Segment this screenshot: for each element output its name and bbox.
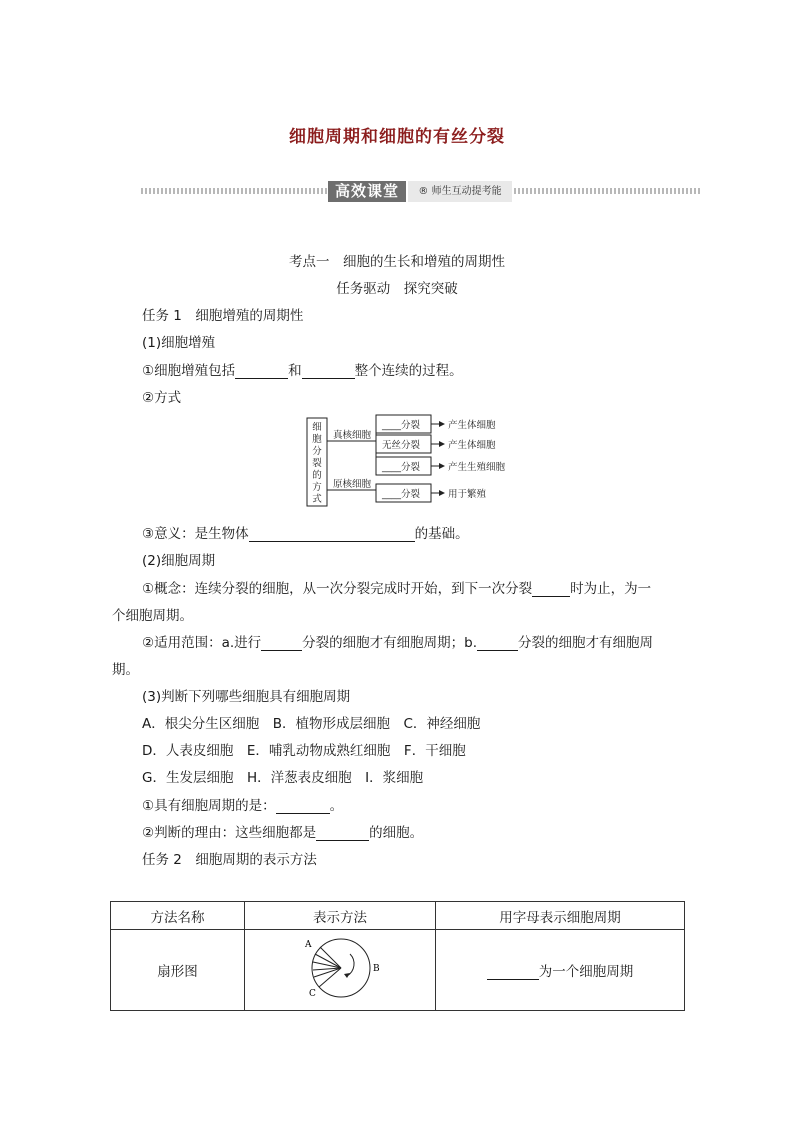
question-text: 的基础。 [414, 526, 469, 542]
task2-heading: 任务 2 细胞周期的表示方法 [142, 852, 317, 868]
task-drive-heading: 任务驱动 探究突破 [336, 281, 458, 297]
table-row [111, 930, 685, 1011]
question-text: 时为止，为一 [570, 581, 652, 597]
table-header-cell: 方法名称 [111, 902, 245, 930]
table-header-row [111, 902, 685, 930]
banner-line-left [141, 188, 327, 194]
banner-line-right [514, 188, 701, 194]
diagram-left-label-char: 细 [312, 422, 322, 433]
kaodian-heading: 考点一 细胞的生长和增殖的周期性 [289, 254, 505, 270]
diagram-left-label [312, 422, 322, 505]
pie-radius-c [319, 968, 341, 987]
pie-radius-line [315, 954, 341, 968]
diagram-box-1-label: ____分裂 [382, 420, 421, 431]
diagram-box-2-label: 无丝分裂 [382, 440, 421, 451]
pie-arc-arrow [347, 954, 354, 976]
question-text: ③意义：是生物体 [142, 526, 249, 542]
question-text: 的细胞。 [369, 825, 424, 841]
diagram-output-2: 产生体细胞 [448, 440, 496, 451]
question-text: 。 [329, 798, 344, 814]
diagram-left-label-char: 的 [312, 470, 322, 481]
answer-blank[interactable] [532, 582, 570, 597]
pie-label-c: C [309, 989, 316, 999]
banner-subtitle: ® 师生互动提考能 [408, 181, 512, 202]
options-line: D．人表皮细胞 E．哺乳动物成熟红细胞 F．干细胞 [142, 743, 466, 759]
diagram-left-label-char: 裂 [312, 458, 322, 469]
pie-radius-a [320, 947, 341, 968]
pie-label-b: B [373, 964, 380, 974]
answer-blank[interactable] [261, 636, 302, 651]
section-1-heading: (1)细胞增殖 [142, 335, 216, 351]
question-line [142, 359, 463, 379]
question-text: 和 [288, 363, 302, 379]
method-name-cell: 扇形图 [111, 930, 245, 1011]
branch-label-prokaryote: 原核细胞 [333, 479, 372, 490]
diagram-box-3-label: ____分裂 [382, 462, 421, 473]
section-2-heading: (2)细胞周期 [142, 553, 216, 569]
diagram-output-1: 产生体细胞 [448, 420, 496, 431]
table-header-cell: 用字母表示细胞周期 [436, 902, 685, 930]
diagram-left-label-char: 式 [312, 494, 322, 505]
question-line [142, 577, 651, 597]
question-text: ②判断的理由：这些细胞都是 [142, 825, 317, 841]
answer-blank[interactable] [487, 965, 539, 980]
branch-label-eukaryote: 真核细胞 [333, 430, 372, 441]
pie-cycle-diagram [295, 932, 385, 1004]
answer-blank[interactable] [316, 826, 369, 841]
question-text: ①细胞增殖包括 [142, 363, 236, 379]
answer-blank[interactable] [302, 364, 355, 379]
answer-blank[interactable] [276, 799, 330, 814]
methods-table [110, 901, 685, 1011]
question-text: 分裂的细胞才有细胞周期；b. [302, 635, 478, 651]
banner-label: 高效课堂 [328, 181, 406, 202]
task1-heading: 任务 1 细胞增殖的周期性 [142, 308, 304, 324]
question-text: 分裂的细胞才有细胞周 [518, 635, 654, 651]
answer-text: 为一个细胞周期 [538, 964, 634, 980]
options-line: A．根尖分生区细胞 B．植物形成层细胞 C．神经细胞 [142, 716, 481, 732]
answer-cell [436, 930, 685, 1011]
diagram-left-label-char: 方 [312, 482, 322, 493]
question-text: ①概念：连续分裂的细胞，从一次分裂完成时开始，到下一次分裂 [142, 581, 533, 597]
options-line: G．生发层细胞 H．洋葱表皮细胞 I．浆细胞 [142, 770, 424, 786]
diagram-left-label-char: 分 [312, 446, 322, 457]
diagram-output-4: 用于繁殖 [448, 489, 487, 500]
pie-label-a: A [305, 940, 312, 950]
question-continuation: 期。 [112, 662, 139, 678]
diagram-output-3: 产生生殖细胞 [448, 462, 506, 473]
table-header-cell: 表示方法 [245, 902, 436, 930]
question-text: ②适用范围：a.进行 [142, 635, 262, 651]
page-title: 细胞周期和细胞的有丝分裂 [289, 127, 505, 147]
question-line [142, 794, 343, 814]
question-line [142, 821, 423, 841]
question-continuation: 个细胞周期。 [112, 608, 193, 624]
diagram-box-4-label: ____分裂 [382, 489, 421, 500]
answer-blank[interactable] [477, 636, 518, 651]
answer-blank[interactable] [249, 527, 415, 542]
question-line [142, 522, 469, 542]
method-subheading: ②方式 [142, 390, 182, 406]
question-text: 整个连续的过程。 [354, 363, 463, 379]
question-line [142, 631, 653, 651]
answer-blank[interactable] [235, 364, 288, 379]
pie-arrowhead [344, 973, 350, 978]
question-text: ①具有细胞周期的是： [142, 798, 276, 814]
pie-radius-line [313, 962, 341, 968]
section-3-heading: (3)判断下列哪些细胞具有细胞周期 [142, 689, 351, 705]
method-diagram-cell [245, 930, 436, 1011]
cell-division-diagram [306, 413, 536, 513]
diagram-left-label-char: 胞 [312, 434, 322, 445]
